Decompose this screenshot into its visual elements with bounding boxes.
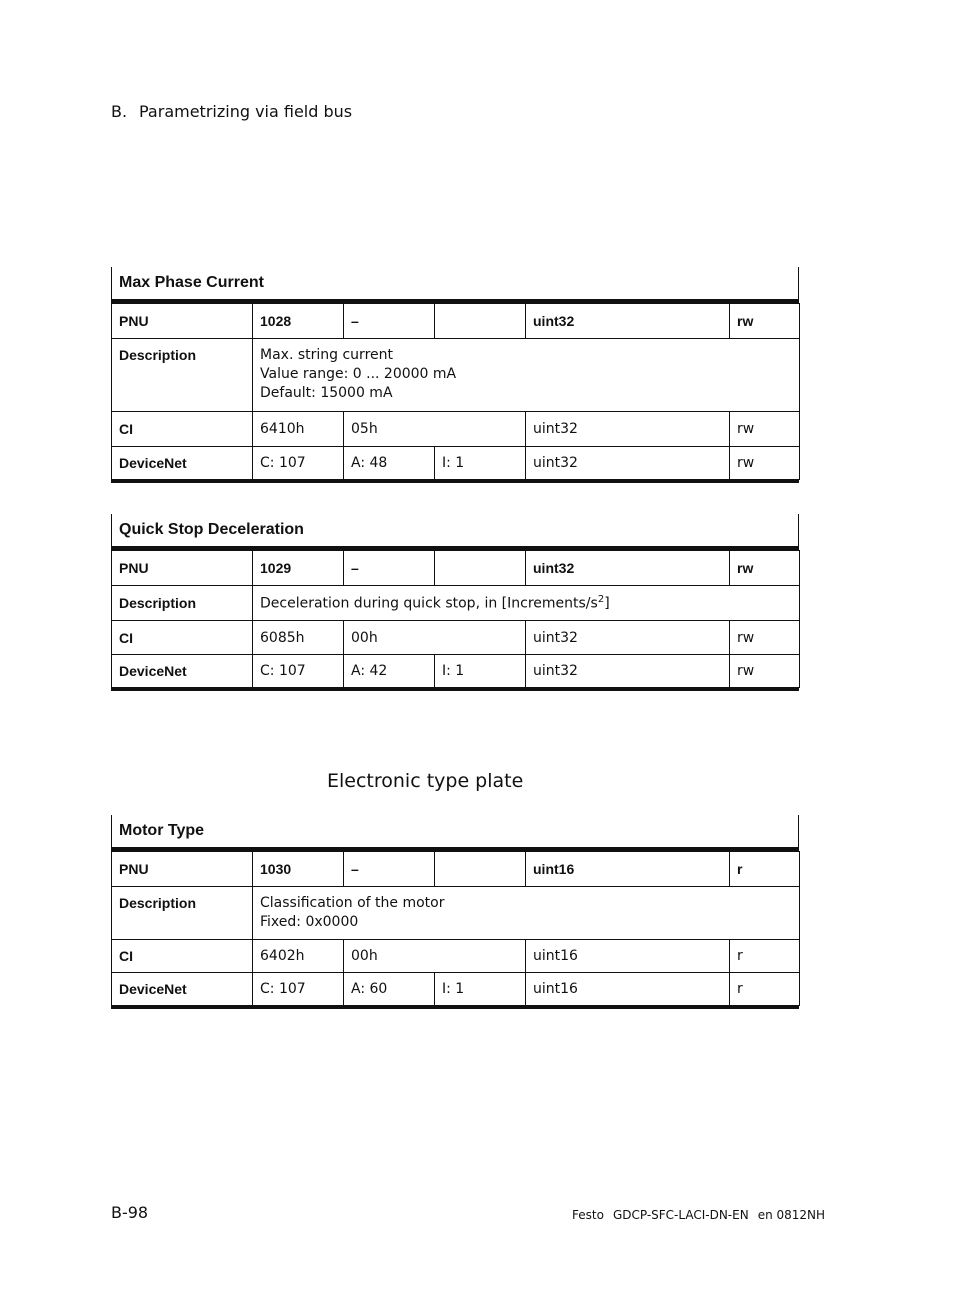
pnu-number: 1028 xyxy=(253,304,344,339)
description-row xyxy=(112,887,800,940)
pnu-subindex: – xyxy=(344,551,435,586)
devicenet-type: uint16 xyxy=(526,973,730,1006)
devicenet-access: rw xyxy=(730,447,800,480)
parameter-title: Max Phase Current xyxy=(111,267,799,299)
devicenet-access: r xyxy=(730,973,800,1006)
devicenet-attribute: A: 48 xyxy=(344,447,435,480)
description-superscript: 2 xyxy=(597,594,605,606)
devicenet-class: C: 107 xyxy=(253,447,344,480)
devicenet-attribute: A: 60 xyxy=(344,973,435,1006)
pnu-subindex: – xyxy=(344,304,435,339)
ci-index: 6085h xyxy=(253,621,344,655)
pnu-empty xyxy=(435,304,526,339)
table-bottom-rule xyxy=(111,480,799,483)
description-text xyxy=(253,887,800,940)
page-header xyxy=(111,102,352,121)
pnu-access: rw xyxy=(730,551,800,586)
pnu-type: uint32 xyxy=(526,304,730,339)
ci-subindex: 00h xyxy=(344,940,526,973)
devicenet-instance: I: 1 xyxy=(435,973,526,1006)
devicenet-class: C: 107 xyxy=(253,973,344,1006)
devicenet-instance: I: 1 xyxy=(435,447,526,480)
footer-doc-id: GDCP-SFC-LACI-DN-EN xyxy=(612,1208,749,1222)
parameter-table-quick-stop-deceleration xyxy=(111,514,799,691)
pnu-row xyxy=(112,304,800,339)
devicenet-row xyxy=(112,655,800,688)
description-line: Default: 15000 mA xyxy=(260,385,393,401)
chapter-title: Parametrizing via field bus xyxy=(139,102,353,121)
description-line: Value range: 0 ... 20000 mA xyxy=(260,366,457,382)
devicenet-row xyxy=(112,447,800,480)
description-text xyxy=(253,339,800,412)
ci-access: r xyxy=(730,940,800,973)
pnu-type: uint16 xyxy=(526,852,730,887)
devicenet-type: uint32 xyxy=(526,447,730,480)
ci-subindex: 00h xyxy=(344,621,526,655)
devicenet-attribute: A: 42 xyxy=(344,655,435,688)
description-row xyxy=(112,586,800,621)
description-line: Fixed: 0x0000 xyxy=(260,914,359,930)
ci-access: rw xyxy=(730,412,800,447)
description-end: ] xyxy=(604,595,610,612)
description-line: Max. string current xyxy=(260,347,393,363)
pnu-label: PNU xyxy=(112,304,253,339)
pnu-label: PNU xyxy=(112,551,253,586)
ci-type: uint32 xyxy=(526,621,730,655)
pnu-type: uint32 xyxy=(526,551,730,586)
pnu-empty xyxy=(435,852,526,887)
pnu-label: PNU xyxy=(112,852,253,887)
devicenet-label: DeviceNet xyxy=(112,973,253,1006)
pnu-access: rw xyxy=(730,304,800,339)
devicenet-class: C: 107 xyxy=(253,655,344,688)
ci-row xyxy=(112,412,800,447)
parameter-table-max-phase-current xyxy=(111,267,799,483)
document-footer xyxy=(572,1208,834,1222)
pnu-row xyxy=(112,551,800,586)
devicenet-access: rw xyxy=(730,655,800,688)
pnu-row xyxy=(112,852,800,887)
pnu-number: 1029 xyxy=(253,551,344,586)
pnu-subindex: – xyxy=(344,852,435,887)
ci-label: CI xyxy=(112,940,253,973)
devicenet-instance: I: 1 xyxy=(435,655,526,688)
chapter-letter: B. xyxy=(111,102,128,121)
description-line: Classification of the motor xyxy=(260,895,445,911)
ci-type: uint16 xyxy=(526,940,730,973)
pnu-number: 1030 xyxy=(253,852,344,887)
ci-label: CI xyxy=(112,412,253,447)
description-text xyxy=(253,586,800,621)
footer-brand: Festo xyxy=(572,1208,604,1222)
ci-row xyxy=(112,940,800,973)
ci-row xyxy=(112,621,800,655)
ci-access: rw xyxy=(730,621,800,655)
ci-index: 6410h xyxy=(253,412,344,447)
description-label: Description xyxy=(112,586,253,621)
ci-type: uint32 xyxy=(526,412,730,447)
devicenet-label: DeviceNet xyxy=(112,655,253,688)
description-label: Description xyxy=(112,339,253,412)
ci-label: CI xyxy=(112,621,253,655)
devicenet-label: DeviceNet xyxy=(112,447,253,480)
ci-subindex: 05h xyxy=(344,412,526,447)
description-row xyxy=(112,339,800,412)
devicenet-row xyxy=(112,973,800,1006)
parameter-title: Quick Stop Deceleration xyxy=(111,514,799,546)
pnu-access: r xyxy=(730,852,800,887)
table-bottom-rule xyxy=(111,1006,799,1009)
table-bottom-rule xyxy=(111,688,799,691)
ci-index: 6402h xyxy=(253,940,344,973)
parameter-table-motor-type xyxy=(111,815,799,1009)
description-main: Deceleration during quick stop, in [Increments/s xyxy=(260,595,598,612)
description-label: Description xyxy=(112,887,253,940)
footer-edition: en 0812NH xyxy=(757,1208,826,1222)
devicenet-type: uint32 xyxy=(526,655,730,688)
page-number: B-98 xyxy=(111,1203,149,1222)
pnu-empty xyxy=(435,551,526,586)
section-title: Electronic type plate xyxy=(327,770,524,792)
parameter-title: Motor Type xyxy=(111,815,799,847)
